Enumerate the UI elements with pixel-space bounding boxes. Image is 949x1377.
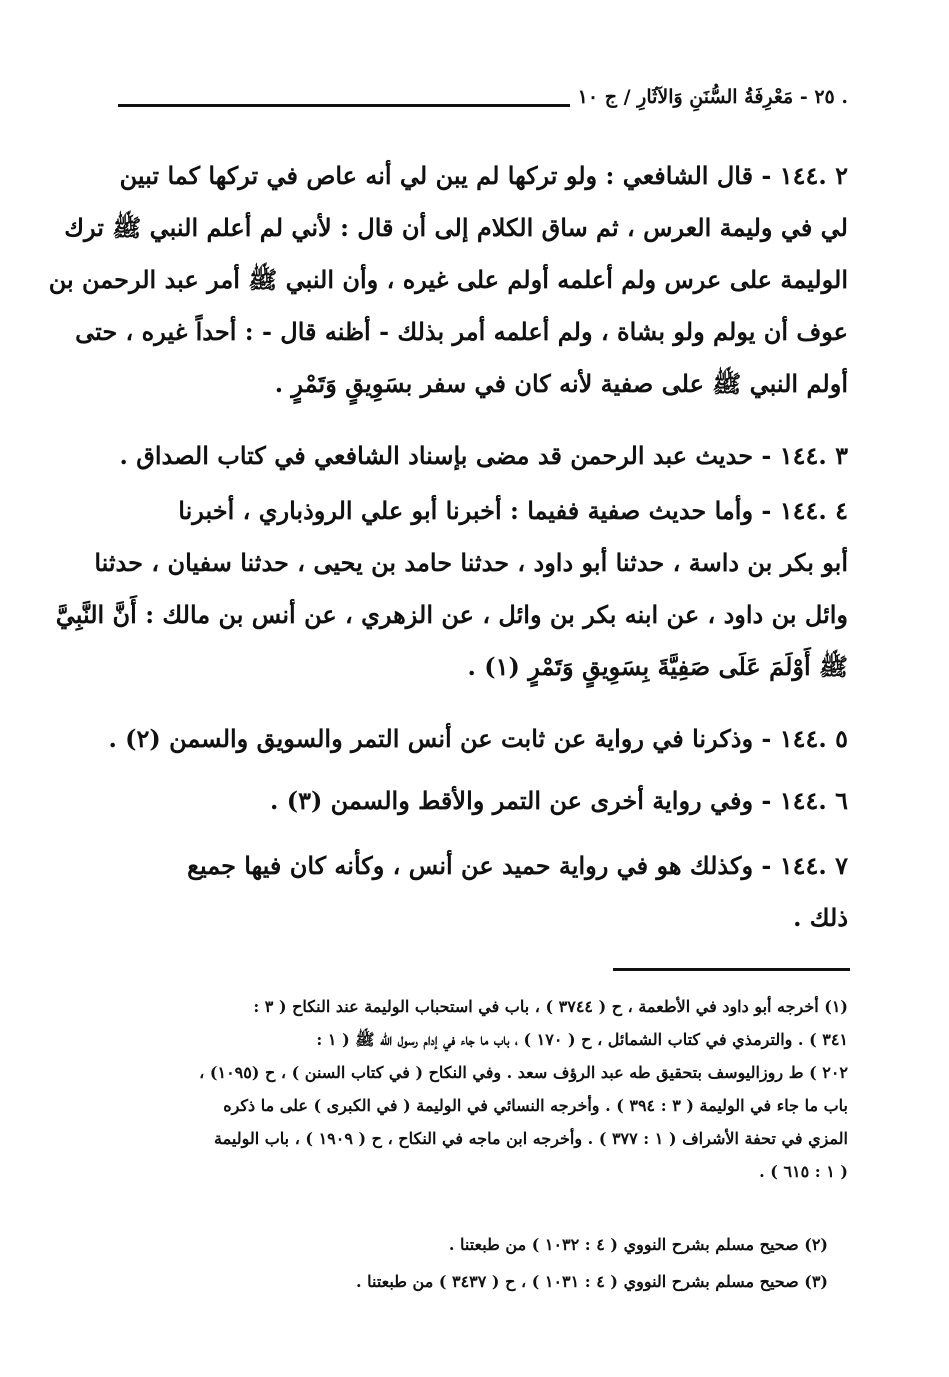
paragraph-1442	[48, 150, 848, 410]
text-line: ٣ .١٤٤ - حديث عبد الرحمن قد مضى بإسناد الشافعي في كتاب الصداق .	[119, 441, 848, 470]
paragraph-1446	[118, 775, 848, 827]
text-line: ٢ .١٤٤ - قال الشافعي : ولو تركها لم يبن لي أنه عاص في تركها كما تبين	[119, 161, 848, 190]
footnote-separator	[613, 968, 850, 971]
footnote-line: (١) أخرجه أبو داود في الأطعمة ، ح ( ٣٧٤٤ ) ، باب في استحباب الوليمة عند النكاح ( ٣ :	[253, 997, 848, 1016]
paragraph-1447	[118, 840, 848, 944]
text-line: لي في وليمة العرس ، ثم ساق الكلام إلى أن قال : لأني لم أعلم النبي ﷺ ترك	[64, 213, 848, 242]
text-line: وائل بن داود ، عن ابنه بكر بن وائل ، عن الزهري ، عن أنس بن مالك : أَنَّ النَّبِيَّ	[55, 600, 848, 629]
text-line: ﷺ أَوْلَمَ عَلَى صَفِيَّةَ بِسَوِيقٍ وَتَمْرٍ (١) .	[467, 652, 848, 681]
text-line: أبو بكر بن داسة ، حدثنا أبو داود ، حدثنا حامد بن يحيى ، حدثنا سفيان ، حدثنا	[94, 548, 848, 577]
text-line: ٧ .١٤٤ - وكذلك هو في رواية حميد عن أنس ، وكأنه كان فيها جميع	[187, 851, 848, 880]
paragraph-1444	[55, 485, 848, 693]
text-line: ٦ .١٤٤ - وفي رواية أخرى عن التمر والأقط والسمن (٣) .	[269, 786, 848, 815]
footnote-line: باب ما جاء في الوليمة ( ٣ : ٣٩٤ ) . وأخرجه النسائي في الوليمة ( في الكبرى ) على ما ذكره	[223, 1096, 848, 1115]
paragraph-1443	[118, 430, 848, 482]
text-line: عوف أن يولم ولو بشاة ، ولم أعلمه أمر بذلك - أظنه قال - : أحداً غيره ، حتى	[75, 317, 848, 346]
text-line: الوليمة على عرس ولم أعلمه أولم على غيره ، وأن النبي ﷺ أمر عبد الرحمن بن	[48, 265, 848, 294]
text-line: ٤ .١٤٤ - وأما حديث صفية ففيما : أخبرنا أبو علي الروذباري ، أخبرنا	[178, 496, 848, 525]
footnote-line: ٢٠٢ ) ط روزاليوسف بتحقيق طه عبد الرؤف سعد . وفي النكاح ( في كتاب السنن ) ، ح (١٠٩٥) ،	[199, 1063, 848, 1082]
text-line: ٥ .١٤٤ - وذكرنا في رواية عن ثابت عن أنس التمر والسويق والسمن (٢) .	[108, 724, 848, 753]
text-line: أولم النبي ﷺ على صفية لأنه كان في سفر بسَوِيقٍ وَتَمْرٍ .	[274, 369, 848, 398]
footnote-line: ٣٤١ ) . والترمذي في كتاب الشمائل ، ح ( ١٧٠ ) ، باب ما جاء في إدام رسول الله ﷺ ( ١ :	[316, 1030, 848, 1049]
footnote-1	[118, 990, 848, 1188]
header-title: . ٢٥ - مَعْرِفَةُ السُّنَنِ وَالآثَارِ / ج ١٠	[570, 86, 848, 108]
footnote-line: المزي في تحفة الأشراف ( ١ : ٣٧٧ ) . وأخرجه ابن ماجه في النكاح ، ح ( ١٩٠٩ ) ، باب الوليمة	[214, 1129, 848, 1148]
footnote-3: (٣) صحيح مسلم بشرح النووي ( ٤ : ١٠٣١ ) ، ح ( ٣٤٣٧ ) من طبعتنا .	[356, 1272, 828, 1291]
footnote-2: (٢) صحيح مسلم بشرح النووي ( ٤ : ١٠٣٢ ) من طبعتنا .	[448, 1235, 828, 1254]
running-header	[118, 86, 848, 120]
paragraph-1445	[108, 713, 848, 765]
footnote-line: ( ١ : ٦١٥ ) .	[759, 1162, 848, 1181]
text-line: ذلك .	[793, 903, 848, 932]
